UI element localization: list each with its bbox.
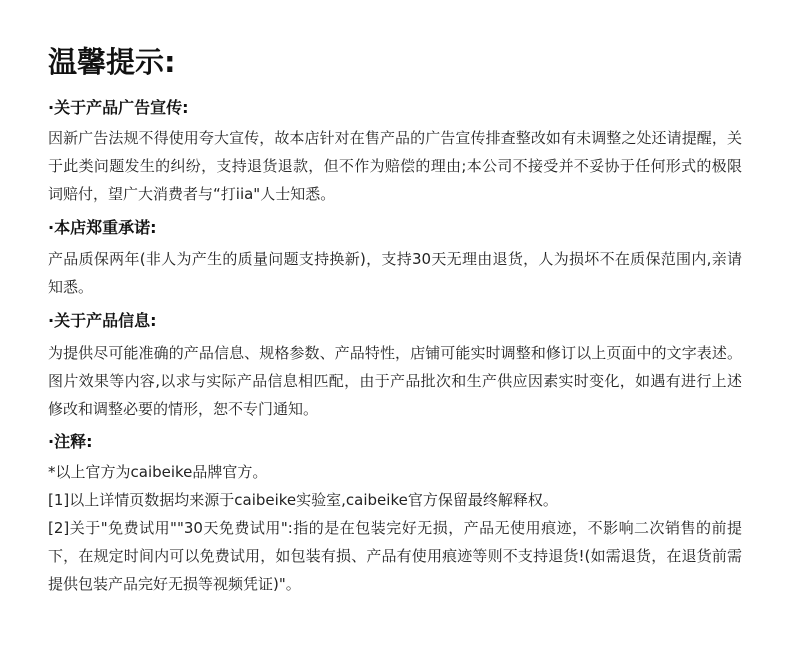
- section-product-info: [48, 309, 742, 423]
- section-notes: [48, 430, 742, 598]
- section-heading: ·关于产品广告宣传:: [48, 98, 189, 117]
- page-title: 温馨提示:: [48, 45, 176, 79]
- section-heading: ·关于产品信息:: [48, 311, 157, 330]
- section-paragraph: 为提供尽可能准确的产品信息、规格参数、产品特性，店铺可能实时调整和修订以上页面中的文字表述。图片效果等内容,以求与实际产品信息相匹配，由于产品批次和生产供应因素实时变化，如遇有进行上述修改和调整必要的情形，恕不专门通知。: [48, 344, 742, 418]
- section-heading: ·本店郑重承诺:: [48, 218, 157, 237]
- section-heading: ·注释:: [48, 432, 93, 451]
- note-data-source: [1]以上详情页数据均来源于caibeike实验室,caibeike官方保留最终解释权。: [48, 491, 558, 509]
- section-paragraph: 因新广告法规不得使用夸大宣传，故本店针对在售产品的广告宣传排查整改如有未调整之处还请提醒，关于此类问题发生的纠纷，支持退货退款，但不作为赔偿的理由;本公司不接受并不妥协于任何形式的极限词赔付，望广大消费者与“打iia"人士知悉。: [48, 129, 742, 203]
- section-advertising: [48, 96, 742, 208]
- section-promise: [48, 216, 742, 301]
- section-paragraph: 产品质保两年(非人为产生的质量问题支持换新)，支持30天无理由退货，人为损坏不在质保范围内,亲请知悉。: [48, 250, 742, 296]
- note-free-trial: [2]关于"免费试用""30天免费试用":指的是在包装完好无损，产品无使用痕迹，不影响二次销售的前提下，在规定时间内可以免费试用，如包装有损、产品有使用痕迹等则不支持退货!(如需退货，在退货前需提供包装产品完好无损等视频凭证)"。: [48, 519, 742, 593]
- note-official-brand: *以上官方为caibeike品牌官方。: [48, 463, 268, 481]
